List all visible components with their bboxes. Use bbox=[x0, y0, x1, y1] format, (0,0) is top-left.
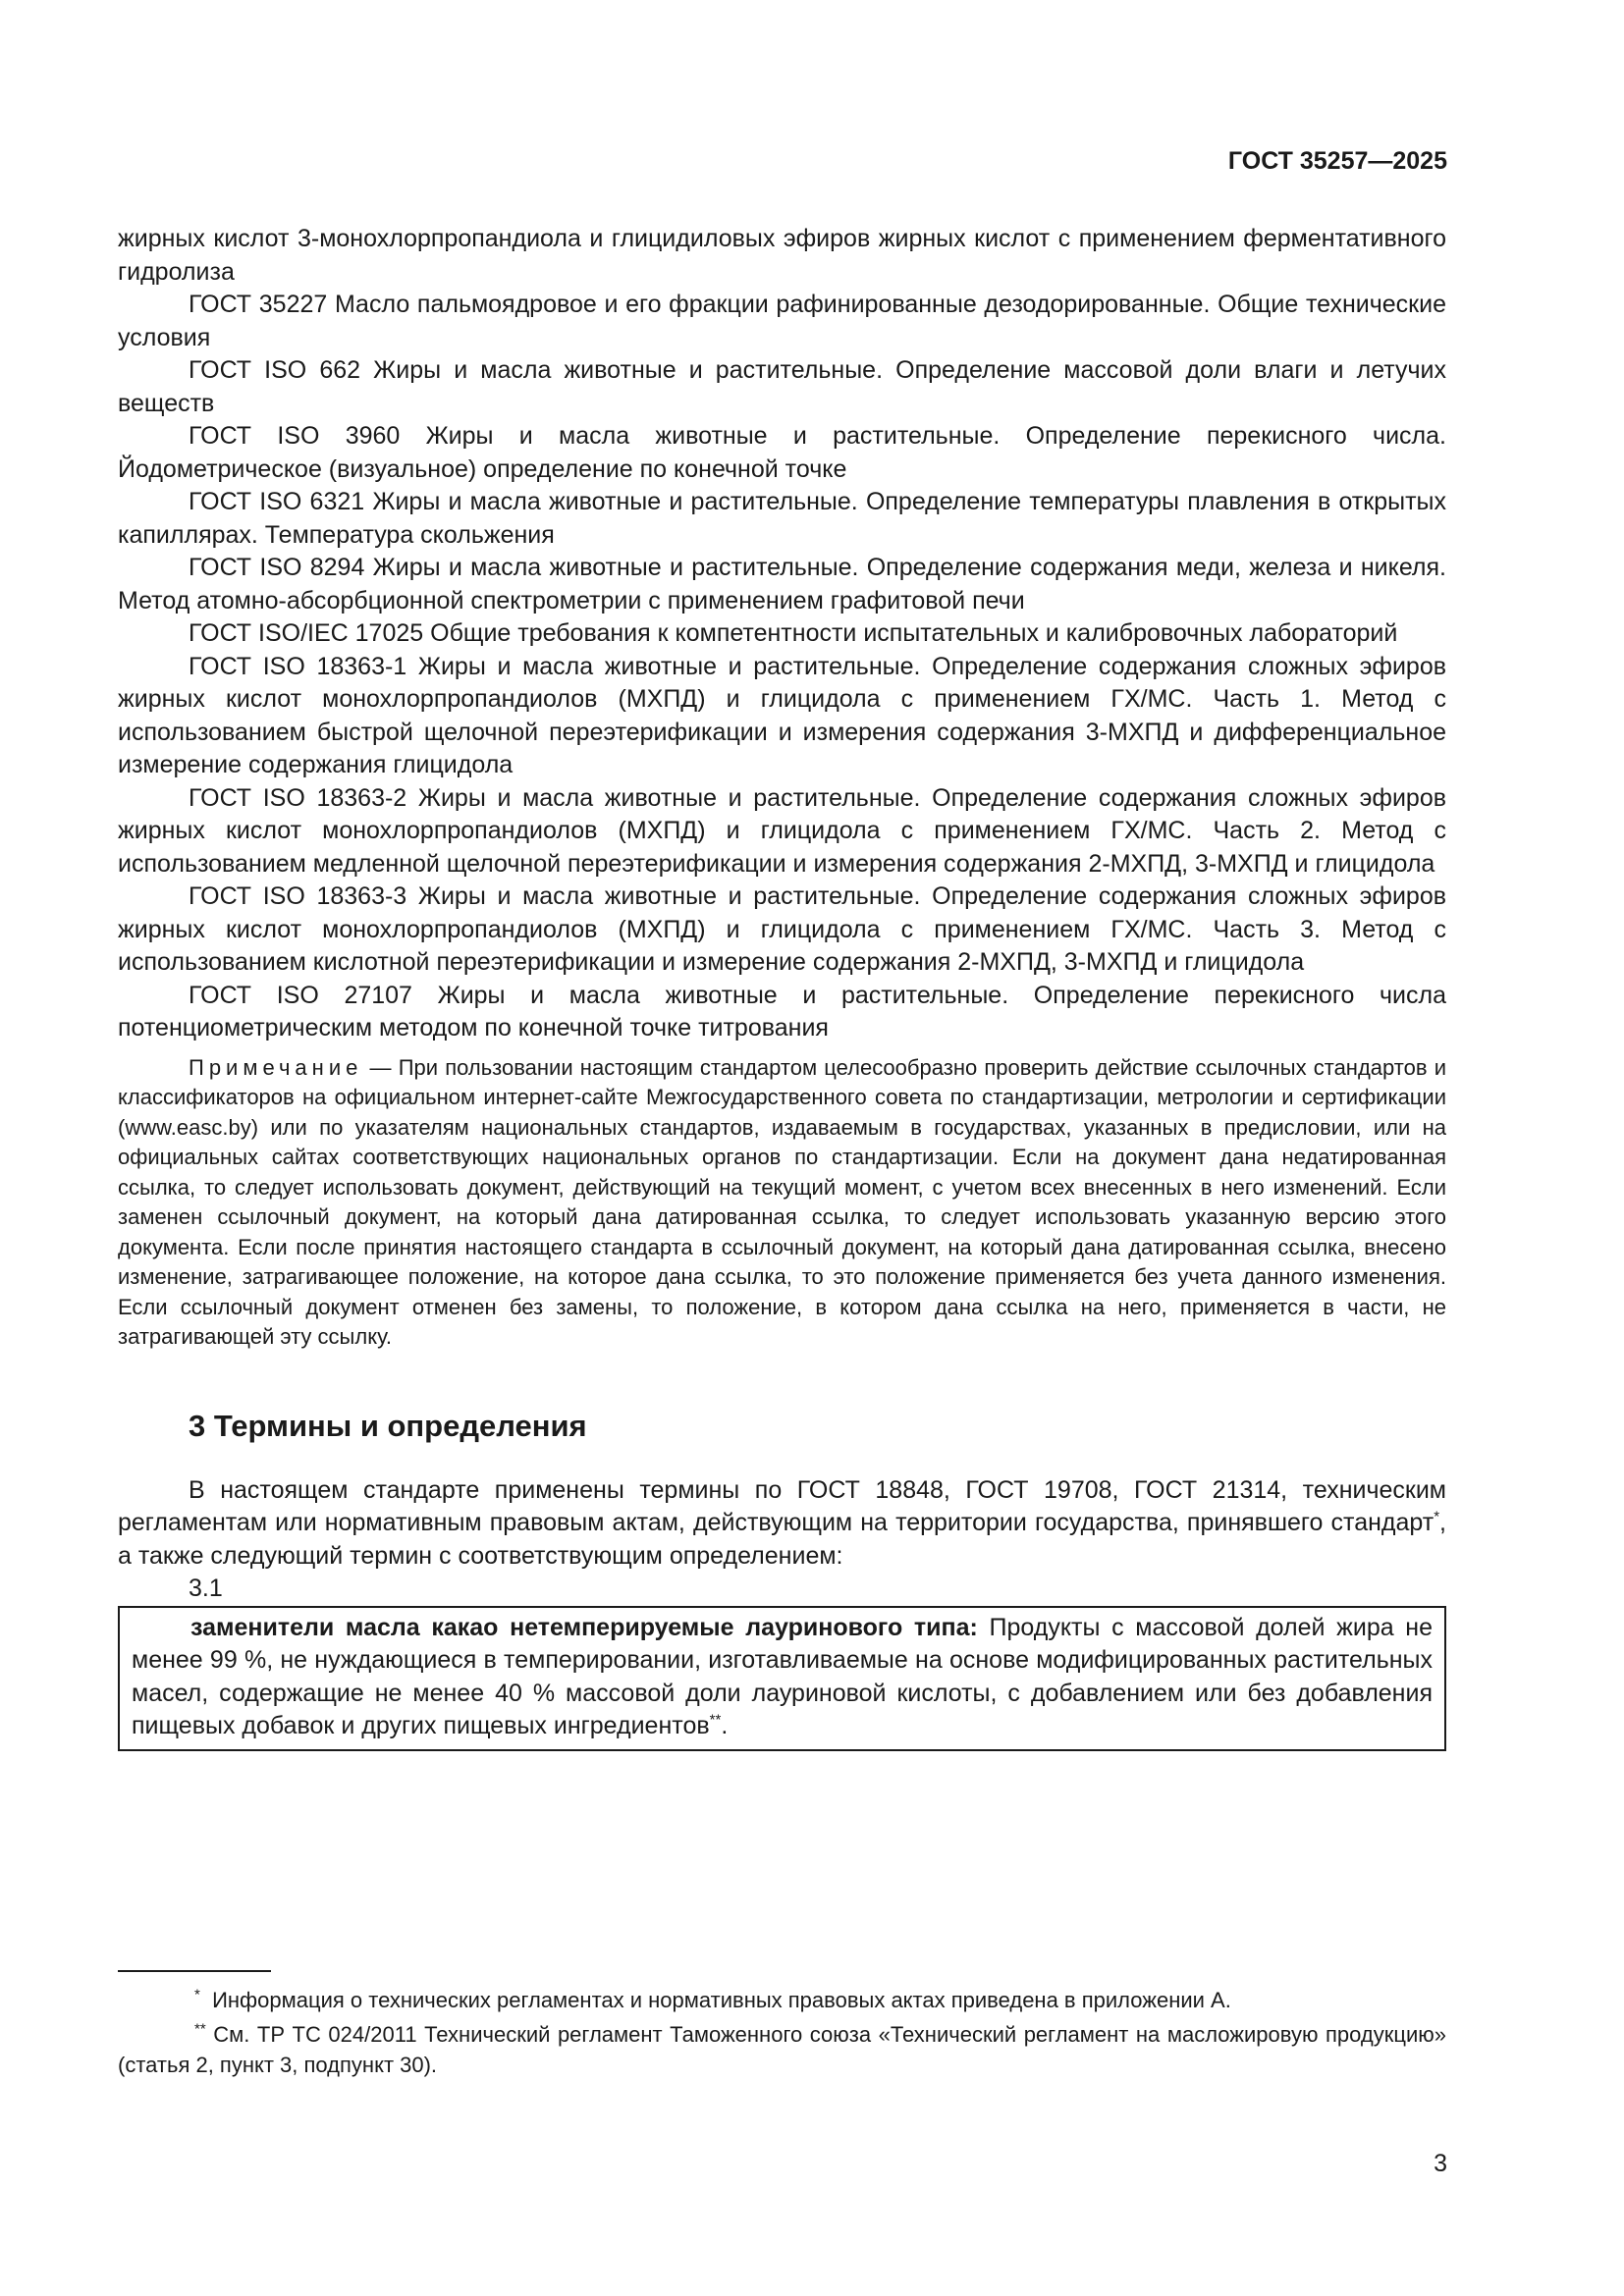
normative-references-list bbox=[118, 223, 1446, 1045]
reference-item: ГОСТ ISO 3960 Жиры и масла животные и растительные. Определение перекисного числа. Йодометрическое (визуальное) определение по конечной точке bbox=[118, 422, 1446, 483]
reference-item: ГОСТ ISO 662 Жиры и масла животные и растительные. Определение массовой доли влаги и летучих веществ bbox=[118, 356, 1446, 417]
footnote-text: Информация о технических регламентах и нормативных правовых актах приведена в приложении А. bbox=[212, 1988, 1231, 2012]
footnotes bbox=[118, 1985, 1446, 2084]
document-header: ГОСТ 35257—2025 bbox=[1227, 147, 1447, 175]
reference-item: ГОСТ ISO 18363-3 Жиры и масла животные и растительные. Определение содержания сложных эфиров жирных кислот монохлорпропандиолов (МХПД) и глицидола с применением ГХ/МС. Часть 3. Метод с использованием кислотной переэтерификации и измерение содержания 2-МХПД, 3-МХПД и глицидола bbox=[118, 882, 1446, 976]
footnote-text: См. ТР ТС 024/2011 Технический регламент Таможенного союза «Технический регламент на масложировую продукцию» (статья 2, пункт 3, подпункт 30). bbox=[118, 2022, 1446, 2077]
reference-item: ГОСТ ISO/IEC 17025 Общие требования к компетентности испытательных и калибровочных лабораторий bbox=[189, 619, 1398, 647]
term-definition: заменители масла какао нетемперируемые лауринового типа: Продукты с массовой долей жира не менее 99 %, не нуждающиеся в темперировании, изготавливаемые на основе модифицированных растительных масел, содержащие не менее 40 % массовой доли лауриновой кислоты, с добавлением или без добавления пищевых добавок и других пищевых ингредиентов**. bbox=[132, 1613, 1433, 1739]
section-intro: В настоящем стандарте применены термины по ГОСТ 18848, ГОСТ 19708, ГОСТ 21314, техническим регламентам или нормативным правовым актам, действующим на территории государства, принявшего стандарт*, а также следующий термин с соответствующим определением: bbox=[118, 1475, 1446, 1570]
note-text: — При пользовании настоящим стандартом целесообразно проверить действие ссылочных стандартов и классификаторов на официальном интернет-сайте Межгосударственного совета по стандартизации, метрологии и сертификации (www.easc.by) или по указателям национальных стандартов, издаваемым в государствах, указанных в предисловии, или на официальных сайтах соответствующих национальных органов по стандартизации. Если на документ дана недатированная ссылка, то следует использовать документ, действующий на текущий момент, с учетом всех внесенных в него изменений. Если заменен ссылочный документ, на который дана датированная ссылка, то следует использовать указанную версию этого документа. Если после принятия настоящего стандарта в ссылочный документ, на который дана датированная ссылка, внесено изменение, затрагивающее положение, на которое дана ссылка, то это положение применяется без учета данного изменения. Если ссылочный документ отменен без замены, то положение, в котором дана ссылка на него, применяется в части, не затрагивающей эту ссылку. bbox=[118, 1054, 1446, 1349]
footnote bbox=[118, 2019, 1446, 2080]
term-number: 3.1 bbox=[189, 1575, 223, 1602]
footnote-separator bbox=[118, 1970, 271, 1972]
footnote-marker: * bbox=[1434, 1508, 1440, 1525]
footnote-mark: * bbox=[194, 1986, 200, 2003]
section-heading: 3 Термины и определения bbox=[189, 1408, 587, 1443]
term-name: заменители масла какао нетемперируемые лауринового типа: bbox=[190, 1613, 978, 1641]
note-paragraph bbox=[118, 1053, 1446, 1353]
term-definition-box bbox=[118, 1606, 1446, 1751]
reference-item: ГОСТ ISO 8294 Жиры и масла животные и растительные. Определение содержания меди, железа и никеля. Метод атомно-абсорбционной спектрометрии с применением графитовой печи bbox=[118, 554, 1446, 614]
reference-item: ГОСТ ISO 18363-1 Жиры и масла животные и растительные. Определение содержания сложных эфиров жирных кислот монохлорпропандиолов (МХПД) и глицидола с применением ГХ/МС. Часть 1. Метод с использованием быстрой щелочной переэтерификации и измерения содержания 3-МХПД и дифференциальное измерение содержания глицидола bbox=[118, 652, 1446, 778]
reference-item: ГОСТ ISO 27107 Жиры и масла животные и растительные. Определение перекисного числа потенциометрическим методом по конечной точке титрования bbox=[118, 981, 1446, 1041]
note-label: Примечание bbox=[189, 1054, 363, 1080]
document-body bbox=[118, 223, 1446, 1751]
reference-item: ГОСТ ISO 6321 Жиры и масла животные и растительные. Определение температуры плавления в открытых капиллярах. Температура скольжения bbox=[118, 488, 1446, 549]
term-definition-text: Продукты с массовой долей жира не менее 99 %, не нуждающиеся в темперировании, изготавливаемые на основе модифицированных растительных масел, содержащие не менее 40 % массовой доли лауриновой кислоты, с добавлением или без добавления пищевых добавок и других пищевых ингредиентов bbox=[132, 1613, 1433, 1739]
reference-item: ГОСТ ISO 18363-2 Жиры и масла животные и растительные. Определение содержания сложных эфиров жирных кислот монохлорпропандиолов (МХПД) и глицидола с применением ГХ/МС. Часть 2. Метод с использованием медленной щелочной переэтерификации и измерения содержания 2-МХПД, 3-МХПД и глицидола bbox=[118, 783, 1446, 878]
reference-continuation: жирных кислот 3-монохлорпропандиола и глицидиловых эфиров жирных кислот с применением ферментативного гидролиза bbox=[118, 225, 1446, 286]
footnote bbox=[118, 1985, 1446, 2015]
page-number: 3 bbox=[1434, 2150, 1447, 2177]
reference-item: ГОСТ 35227 Масло пальмоядровое и его фракции рафинированные дезодорированные. Общие технические условия bbox=[118, 291, 1446, 351]
footnote-mark: ** bbox=[194, 2020, 206, 2038]
footnote-marker: ** bbox=[709, 1711, 722, 1729]
